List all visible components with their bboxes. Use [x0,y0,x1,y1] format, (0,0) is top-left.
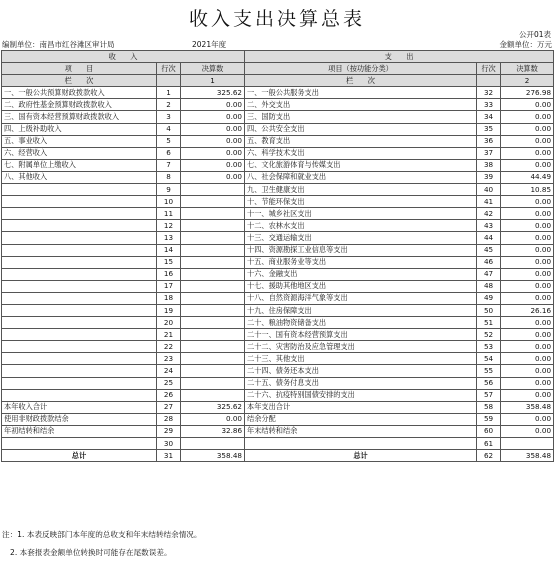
expense-item: 十四、资源勘探工业信息等支出 [245,244,477,256]
income-line-number: 2 [157,99,181,111]
expense-line-number: 45 [477,244,501,256]
expense-item: 三、国防支出 [245,111,477,123]
table-row [2,268,554,280]
expense-amount: 0.00 [501,280,554,292]
expense-amount: 0.00 [501,135,554,147]
table-row [2,280,554,292]
expense-line-number: 32 [477,87,501,99]
income-amount: 325.62 [181,401,245,413]
expense-item: 九、卫生健康支出 [245,184,477,196]
income-amount [181,232,245,244]
expense-line-number: 61 [477,438,501,450]
expense-item: 二十、粮油物资储备支出 [245,317,477,329]
income-line-number: 19 [157,304,181,316]
income-amount [181,292,245,304]
income-amount [181,196,245,208]
table-row [2,377,554,389]
table-row [2,329,554,341]
expense-line-number: 41 [477,196,501,208]
income-amount [181,256,245,268]
expense-line-number: 53 [477,341,501,353]
income-item [2,304,157,316]
column-index-row [2,75,554,87]
income-amount [181,184,245,196]
table-row [2,256,554,268]
total-row [2,450,554,462]
expense-item: 二十六、抗疫特别国债安排的支出 [245,389,477,401]
income-item [2,389,157,401]
expense-item: 二、外交支出 [245,99,477,111]
income-line-number: 28 [157,413,181,425]
expense-amount: 0.00 [501,413,554,425]
income-line-number: 24 [157,365,181,377]
expense-item: 十、节能环保支出 [245,196,477,208]
summary-row [2,413,554,425]
expense-amount: 0.00 [501,220,554,232]
income-line-number: 16 [157,268,181,280]
expense-line-number: 35 [477,123,501,135]
income-item: 本年收入合计 [2,401,157,413]
expense-header: 支 出 [245,51,554,63]
expense-item: 总计 [245,450,477,462]
table-row [2,135,554,147]
income-line-number: 18 [157,292,181,304]
expense-line-number: 49 [477,292,501,304]
table-row [2,147,554,159]
income-amount [181,365,245,377]
organization-label: 编制单位：南昌市红谷滩区审计局 [2,40,115,49]
income-amount: 0.00 [181,171,245,183]
table-row [2,341,554,353]
expense-item: 十三、交通运输支出 [245,232,477,244]
expense-line-number: 60 [477,425,501,437]
expense-amount: 26.16 [501,304,554,316]
income-amount: 0.00 [181,111,245,123]
income-amount: 0.00 [181,123,245,135]
expense-amount: 0.00 [501,244,554,256]
expense-line-number: 46 [477,256,501,268]
income-item: 年初结转和结余 [2,425,157,437]
table-row [2,171,554,183]
expense-line-number: 38 [477,159,501,171]
expense-line-number: 52 [477,329,501,341]
income-line-number: 4 [157,123,181,135]
table-row [2,304,554,316]
expense-item: 四、公共安全支出 [245,123,477,135]
summary-row [2,425,554,437]
income-item: 一、一般公共预算财政拨款收入 [2,87,157,99]
expense-line-number: 37 [477,147,501,159]
income-amount [181,304,245,316]
income-line-number: 1 [157,87,181,99]
income-amount: 325.62 [181,87,245,99]
income-item [2,329,157,341]
income-amount: 32.86 [181,425,245,437]
income-amount [181,280,245,292]
expense-amount-header: 决算数 [501,63,554,75]
expense-item: 一、一般公共服务支出 [245,87,477,99]
income-line-number: 17 [157,280,181,292]
income-line-number: 10 [157,196,181,208]
expense-line-number: 42 [477,208,501,220]
income-item: 总计 [2,450,157,462]
income-item [2,184,157,196]
expense-amount: 0.00 [501,99,554,111]
table-row [2,184,554,196]
income-item: 使用非财政拨款结余 [2,413,157,425]
expense-amount: 358.48 [501,450,554,462]
expense-line-number: 59 [477,413,501,425]
expense-line-number: 50 [477,304,501,316]
income-item [2,341,157,353]
income-line-number: 3 [157,111,181,123]
income-amount [181,353,245,365]
fiscal-year: 2021年度 [192,40,227,49]
income-item [2,208,157,220]
expense-item [245,438,477,450]
income-line-number: 30 [157,438,181,450]
expense-amount: 0.00 [501,389,554,401]
income-line-number: 23 [157,353,181,365]
income-item: 六、经营收入 [2,147,157,159]
expense-item: 十二、农林水支出 [245,220,477,232]
expense-item: 六、科学技术支出 [245,147,477,159]
income-line-number: 22 [157,341,181,353]
expense-item: 八、社会保障和就业支出 [245,171,477,183]
table-row [2,365,554,377]
income-line-number: 12 [157,220,181,232]
expense-line-number: 33 [477,99,501,111]
expense-line-number: 44 [477,232,501,244]
income-item [2,232,157,244]
income-amount [181,317,245,329]
expense-line-number: 55 [477,365,501,377]
income-amount [181,438,245,450]
note-1: 注：1. 本表反映部门本年度的总收支和年末结转结余情况。 [2,530,202,539]
expense-amount: 0.00 [501,365,554,377]
expense-line-header: 行次 [477,63,501,75]
expense-amount: 10.85 [501,184,554,196]
expense-amount: 44.49 [501,171,554,183]
expense-item: 二十四、债务还本支出 [245,365,477,377]
income-item: 五、事业收入 [2,135,157,147]
income-line-number: 5 [157,135,181,147]
expense-amount: 0.00 [501,425,554,437]
income-line-number: 25 [157,377,181,389]
table-row [2,159,554,171]
income-item: 三、国有资本经营预算财政拨款收入 [2,111,157,123]
table-row [2,208,554,220]
expense-item: 十九、住房保障支出 [245,304,477,316]
income-item [2,317,157,329]
expense-line-number: 48 [477,280,501,292]
table-row [2,123,554,135]
expense-item-header: 项目（按功能分类） [245,63,477,75]
expense-item: 二十五、债务付息支出 [245,377,477,389]
expense-line-number: 58 [477,401,501,413]
form-code: 公开01表 [518,30,551,39]
income-item: 四、上级补助收入 [2,123,157,135]
note-2: 2. 本套报表金额单位转换时可能存在尾数误差。 [10,548,172,557]
column-header-row [2,63,554,75]
expense-amount: 0.00 [501,159,554,171]
income-item [2,438,157,450]
empty-cell [157,75,181,87]
expense-item: 结余分配 [245,413,477,425]
income-item [2,268,157,280]
expense-amount: 0.00 [501,232,554,244]
income-column-number: 1 [181,75,245,87]
expense-amount: 0.00 [501,256,554,268]
income-line-number: 26 [157,389,181,401]
notes [2,528,552,564]
income-amount: 0.00 [181,99,245,111]
summary-row [2,401,554,413]
income-line-number: 13 [157,232,181,244]
expense-line-number: 47 [477,268,501,280]
expense-line-number: 40 [477,184,501,196]
expense-amount: 0.00 [501,111,554,123]
income-item [2,365,157,377]
expense-amount: 0.00 [501,329,554,341]
income-line-number: 20 [157,317,181,329]
expense-item: 七、文化旅游体育与传媒支出 [245,159,477,171]
income-item [2,377,157,389]
expense-line-number: 57 [477,389,501,401]
expense-amount: 0.00 [501,123,554,135]
income-amount: 0.00 [181,135,245,147]
income-item [2,353,157,365]
income-item [2,244,157,256]
expense-line-number: 43 [477,220,501,232]
expense-amount: 0.00 [501,292,554,304]
expense-amount: 276.98 [501,87,554,99]
expense-amount: 0.00 [501,353,554,365]
table-row [2,87,554,99]
income-amount [181,341,245,353]
income-line-number: 11 [157,208,181,220]
expense-line-number: 39 [477,171,501,183]
expense-column-label: 栏 次 [245,75,477,87]
income-amount [181,220,245,232]
expense-line-number: 62 [477,450,501,462]
expense-item: 本年支出合计 [245,401,477,413]
table-row [2,99,554,111]
amount-unit-label: 金额单位：万元 [499,40,552,49]
income-line-number: 14 [157,244,181,256]
income-item-header: 项 目 [2,63,157,75]
table-row [2,292,554,304]
expense-amount: 0.00 [501,196,554,208]
summary-row [2,438,554,450]
expense-item: 年末结转和结余 [245,425,477,437]
table-row [2,389,554,401]
expense-item: 二十二、灾害防治及应急管理支出 [245,341,477,353]
table-row [2,353,554,365]
income-amount: 358.48 [181,450,245,462]
income-amount [181,389,245,401]
table-row [2,244,554,256]
expense-line-number: 36 [477,135,501,147]
section-header-row [2,51,554,63]
expense-amount: 0.00 [501,317,554,329]
report-meta-row [2,39,552,49]
income-item: 七、附属单位上缴收入 [2,159,157,171]
income-item [2,256,157,268]
expense-line-number: 51 [477,317,501,329]
income-line-number: 6 [157,147,181,159]
expense-item: 二十三、其他支出 [245,353,477,365]
expense-amount: 0.00 [501,341,554,353]
expense-amount [501,438,554,450]
expense-item: 五、教育支出 [245,135,477,147]
income-amount [181,329,245,341]
income-item: 二、政府性基金预算财政拨款收入 [2,99,157,111]
expense-item: 二十一、国有资本经营预算支出 [245,329,477,341]
income-amount [181,377,245,389]
income-item [2,220,157,232]
income-line-header: 行次 [157,63,181,75]
income-line-number: 21 [157,329,181,341]
expense-item: 十七、援助其他地区支出 [245,280,477,292]
empty-cell [477,75,501,87]
income-amount [181,244,245,256]
expense-amount: 0.00 [501,377,554,389]
expense-amount: 0.00 [501,268,554,280]
income-expense-table [1,50,554,462]
table-row [2,232,554,244]
income-item [2,280,157,292]
expense-column-number: 2 [501,75,554,87]
income-amount: 0.00 [181,147,245,159]
expense-line-number: 34 [477,111,501,123]
income-amount [181,268,245,280]
expense-amount: 0.00 [501,208,554,220]
income-amount-header: 决算数 [181,63,245,75]
expense-amount: 0.00 [501,147,554,159]
income-amount [181,208,245,220]
expense-line-number: 54 [477,353,501,365]
table-row [2,111,554,123]
income-line-number: 8 [157,171,181,183]
table-row [2,317,554,329]
table-row [2,196,554,208]
income-item [2,292,157,304]
expense-amount: 358.48 [501,401,554,413]
expense-item: 十六、金融支出 [245,268,477,280]
income-header: 收 入 [2,51,245,63]
income-line-number: 15 [157,256,181,268]
expense-item: 十一、城乡社区支出 [245,208,477,220]
income-item [2,196,157,208]
income-line-number: 27 [157,401,181,413]
income-line-number: 29 [157,425,181,437]
report-title: 收入支出决算总表 [188,8,365,30]
income-line-number: 9 [157,184,181,196]
income-amount: 0.00 [181,159,245,171]
income-amount: 0.00 [181,413,245,425]
income-column-label: 栏 次 [2,75,157,87]
expense-item: 十五、商业服务业等支出 [245,256,477,268]
income-item: 八、其他收入 [2,171,157,183]
expense-item: 十八、自然资源海洋气象等支出 [245,292,477,304]
table-row [2,220,554,232]
expense-line-number: 56 [477,377,501,389]
income-line-number: 31 [157,450,181,462]
income-line-number: 7 [157,159,181,171]
